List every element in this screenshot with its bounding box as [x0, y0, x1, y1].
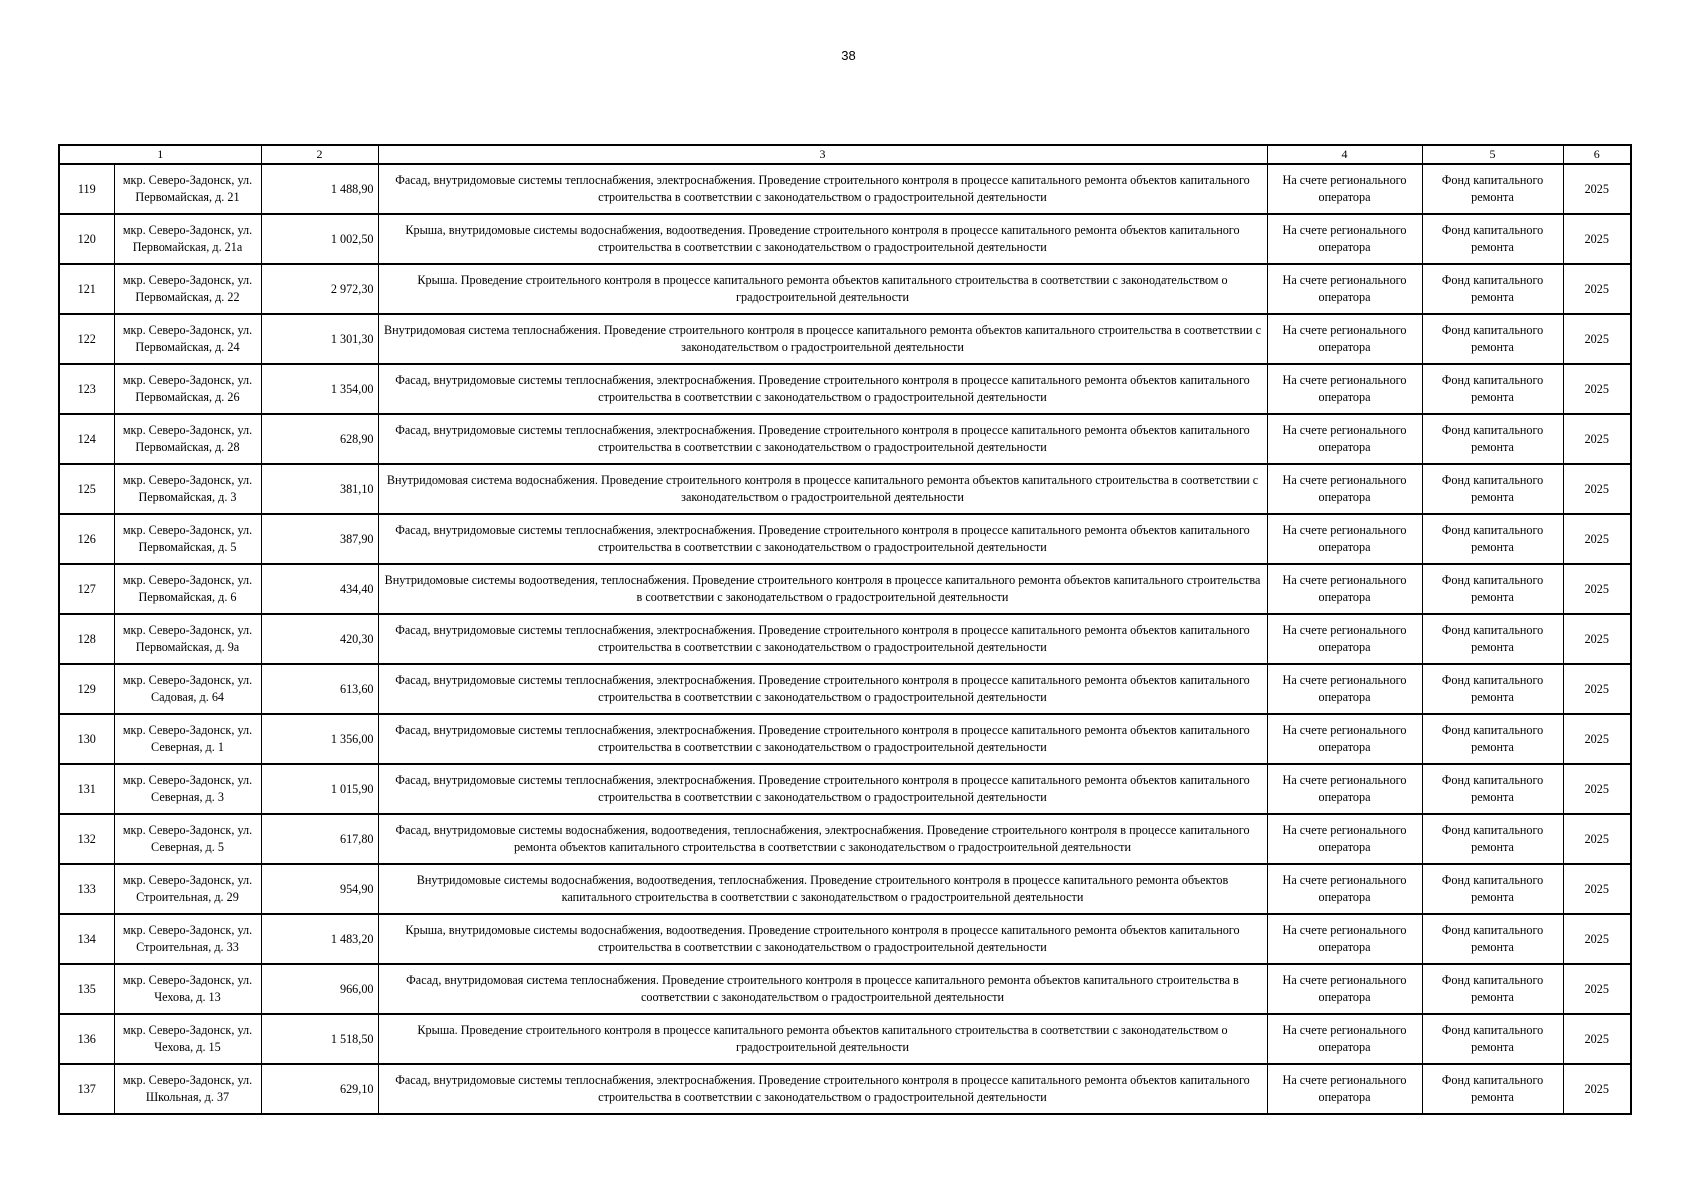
works-description-cell: Внутридомовые системы водоотведения, теплоснабжения. Проведение строительного контроля в процессе капитального ремонта объектов капитального строительства в соответствии с законодательством о градостроительной деятельности — [378, 564, 1267, 614]
row-number-cell: 126 — [59, 514, 114, 564]
works-description-cell: Фасад, внутридомовые системы теплоснабжения, электроснабжения. Проведение строительного контроля в процессе капитального ремонта объектов капитального строительства в соответствии с законодательством о градостроительной деятельности — [378, 514, 1267, 564]
table-row — [59, 214, 1631, 264]
works-description-cell: Фасад, внутридомовые системы теплоснабжения, электроснабжения. Проведение строительного контроля в процессе капитального ремонта объектов капитального строительства в соответствии с законодательством о градостроительной деятельности — [378, 664, 1267, 714]
row-number-cell: 125 — [59, 464, 114, 514]
funding-source-cell: Фонд капитального ремонта — [1422, 314, 1563, 364]
header-cell-3: 3 — [378, 145, 1267, 164]
address-cell: мкр. Северо-Задонск, ул. Первомайская, д. 21 — [114, 164, 261, 214]
year-cell: 2025 — [1563, 364, 1631, 414]
area-cell: 434,40 — [261, 564, 378, 614]
works-description-cell: Фасад, внутридомовые системы теплоснабжения, электроснабжения. Проведение строительного контроля в процессе капитального ремонта объектов капитального строительства в соответствии с законодательством о градостроительной деятельности — [378, 764, 1267, 814]
table-row — [59, 1064, 1631, 1114]
funding-source-cell: Фонд капитального ремонта — [1422, 914, 1563, 964]
table-row — [59, 764, 1631, 814]
table-row — [59, 364, 1631, 414]
area-cell: 1 354,00 — [261, 364, 378, 414]
funding-source-cell: Фонд капитального ремонта — [1422, 214, 1563, 264]
address-cell: мкр. Северо-Задонск, ул. Чехова, д. 13 — [114, 964, 261, 1014]
account-method-cell: На счете регионального оператора — [1267, 664, 1422, 714]
funding-source-cell: Фонд капитального ремонта — [1422, 964, 1563, 1014]
account-method-cell: На счете регионального оператора — [1267, 814, 1422, 864]
address-cell: мкр. Северо-Задонск, ул. Чехова, д. 15 — [114, 1014, 261, 1064]
year-cell: 2025 — [1563, 864, 1631, 914]
works-description-cell: Фасад, внутридомовые системы теплоснабжения, электроснабжения. Проведение строительного контроля в процессе капитального ремонта объектов капитального строительства в соответствии с законодательством о градостроительной деятельности — [378, 164, 1267, 214]
funding-source-cell: Фонд капитального ремонта — [1422, 1064, 1563, 1114]
year-cell: 2025 — [1563, 514, 1631, 564]
area-cell: 1 356,00 — [261, 714, 378, 764]
area-cell: 2 972,30 — [261, 264, 378, 314]
address-cell: мкр. Северо-Задонск, ул. Северная, д. 3 — [114, 764, 261, 814]
table-row — [59, 464, 1631, 514]
area-cell: 954,90 — [261, 864, 378, 914]
funding-source-cell: Фонд капитального ремонта — [1422, 864, 1563, 914]
address-cell: мкр. Северо-Задонск, ул. Первомайская, д. 22 — [114, 264, 261, 314]
row-number-cell: 137 — [59, 1064, 114, 1114]
table-row — [59, 964, 1631, 1014]
area-cell: 1 488,90 — [261, 164, 378, 214]
header-cell-4: 4 — [1267, 145, 1422, 164]
row-number-cell: 121 — [59, 264, 114, 314]
account-method-cell: На счете регионального оператора — [1267, 964, 1422, 1014]
account-method-cell: На счете регионального оператора — [1267, 564, 1422, 614]
area-cell: 629,10 — [261, 1064, 378, 1114]
funding-source-cell: Фонд капитального ремонта — [1422, 264, 1563, 314]
address-cell: мкр. Северо-Задонск, ул. Первомайская, д. 6 — [114, 564, 261, 614]
works-description-cell: Фасад, внутридомовые системы водоснабжения, водоотведения, теплоснабжения, электроснабжения. Проведение строительного контроля в процессе капитального ремонта объектов капитального строительства в соответствии с законодательством о градостроительной деятельности — [378, 814, 1267, 864]
area-cell: 966,00 — [261, 964, 378, 1014]
funding-source-cell: Фонд капитального ремонта — [1422, 514, 1563, 564]
year-cell: 2025 — [1563, 964, 1631, 1014]
address-cell: мкр. Северо-Задонск, ул. Садовая, д. 64 — [114, 664, 261, 714]
account-method-cell: На счете регионального оператора — [1267, 514, 1422, 564]
row-number-cell: 123 — [59, 364, 114, 414]
row-number-cell: 135 — [59, 964, 114, 1014]
works-description-cell: Фасад, внутридомовые системы теплоснабжения, электроснабжения. Проведение строительного контроля в процессе капитального ремонта объектов капитального строительства в соответствии с законодательством о градостроительной деятельности — [378, 1064, 1267, 1114]
funding-source-cell: Фонд капитального ремонта — [1422, 464, 1563, 514]
row-number-cell: 119 — [59, 164, 114, 214]
year-cell: 2025 — [1563, 264, 1631, 314]
funding-source-cell: Фонд капитального ремонта — [1422, 614, 1563, 664]
area-cell: 613,60 — [261, 664, 378, 714]
address-cell: мкр. Северо-Задонск, ул. Первомайская, д. 9а — [114, 614, 261, 664]
row-number-cell: 120 — [59, 214, 114, 264]
area-cell: 1 301,30 — [261, 314, 378, 364]
account-method-cell: На счете регионального оператора — [1267, 214, 1422, 264]
header-cell-1: 1 — [59, 145, 261, 164]
row-number-cell: 132 — [59, 814, 114, 864]
area-cell: 381,10 — [261, 464, 378, 514]
works-description-cell: Фасад, внутридомовые системы теплоснабжения, электроснабжения. Проведение строительного контроля в процессе капитального ремонта объектов капитального строительства в соответствии с законодательством о градостроительной деятельности — [378, 614, 1267, 664]
row-number-cell: 127 — [59, 564, 114, 614]
table-row — [59, 414, 1631, 464]
row-number-cell: 131 — [59, 764, 114, 814]
table-header-row — [59, 145, 1631, 164]
account-method-cell: На счете регионального оператора — [1267, 764, 1422, 814]
works-description-cell: Внутридомовые системы водоснабжения, водоотведения, теплоснабжения. Проведение строительного контроля в процессе капитального ремонта объектов капитального строительства в соответствии с законодательством о градостроительной деятельности — [378, 864, 1267, 914]
address-cell: мкр. Северо-Задонск, ул. Первомайская, д. 3 — [114, 464, 261, 514]
year-cell: 2025 — [1563, 664, 1631, 714]
area-cell: 387,90 — [261, 514, 378, 564]
row-number-cell: 129 — [59, 664, 114, 714]
table-row — [59, 614, 1631, 664]
year-cell: 2025 — [1563, 314, 1631, 364]
works-description-cell: Фасад, внутридомовые системы теплоснабжения, электроснабжения. Проведение строительного контроля в процессе капитального ремонта объектов капитального строительства в соответствии с законодательством о градостроительной деятельности — [378, 414, 1267, 464]
works-description-cell: Фасад, внутридомовые системы теплоснабжения, электроснабжения. Проведение строительного контроля в процессе капитального ремонта объектов капитального строительства в соответствии с законодательством о градостроительной деятельности — [378, 364, 1267, 414]
row-number-cell: 130 — [59, 714, 114, 764]
funding-source-cell: Фонд капитального ремонта — [1422, 814, 1563, 864]
account-method-cell: На счете регионального оператора — [1267, 264, 1422, 314]
row-number-cell: 136 — [59, 1014, 114, 1064]
funding-source-cell: Фонд капитального ремонта — [1422, 714, 1563, 764]
table-row — [59, 164, 1631, 214]
table-row — [59, 1014, 1631, 1064]
works-description-cell: Внутридомовая система теплоснабжения. Проведение строительного контроля в процессе капитального ремонта объектов капитального строительства в соответствии с законодательством о градостроительной деятельности — [378, 314, 1267, 364]
row-number-cell: 122 — [59, 314, 114, 364]
address-cell: мкр. Северо-Задонск, ул. Строительная, д. 33 — [114, 914, 261, 964]
header-cell-5: 5 — [1422, 145, 1563, 164]
area-cell: 1 518,50 — [261, 1014, 378, 1064]
table-body — [59, 164, 1631, 1114]
account-method-cell: На счете регионального оператора — [1267, 1064, 1422, 1114]
area-cell: 628,90 — [261, 414, 378, 464]
year-cell: 2025 — [1563, 214, 1631, 264]
account-method-cell: На счете регионального оператора — [1267, 714, 1422, 764]
table-row — [59, 514, 1631, 564]
works-description-cell: Фасад, внутридомовые системы теплоснабжения, электроснабжения. Проведение строительного контроля в процессе капитального ремонта объектов капитального строительства в соответствии с законодательством о градостроительной деятельности — [378, 714, 1267, 764]
works-description-cell: Крыша. Проведение строительного контроля в процессе капитального ремонта объектов капитального строительства в соответствии с законодательством о градостроительной деятельности — [378, 1014, 1267, 1064]
area-cell: 420,30 — [261, 614, 378, 664]
works-description-cell: Фасад, внутридомовая система теплоснабжения. Проведение строительного контроля в процессе капитального ремонта объектов капитального строительства в соответствии с законодательством о градостроительной деятельности — [378, 964, 1267, 1014]
year-cell: 2025 — [1563, 614, 1631, 664]
funding-source-cell: Фонд капитального ремонта — [1422, 364, 1563, 414]
page-number: 38 — [841, 48, 856, 63]
funding-source-cell: Фонд капитального ремонта — [1422, 1014, 1563, 1064]
year-cell: 2025 — [1563, 714, 1631, 764]
works-description-cell: Крыша, внутридомовые системы водоснабжения, водоотведения. Проведение строительного контроля в процессе капитального ремонта объектов капитального строительства в соответствии с законодательством о градостроительной деятельности — [378, 214, 1267, 264]
account-method-cell: На счете регионального оператора — [1267, 464, 1422, 514]
account-method-cell: На счете регионального оператора — [1267, 414, 1422, 464]
row-number-cell: 128 — [59, 614, 114, 664]
funding-source-cell: Фонд капитального ремонта — [1422, 664, 1563, 714]
address-cell: мкр. Северо-Задонск, ул. Первомайская, д. 26 — [114, 364, 261, 414]
area-cell: 1 002,50 — [261, 214, 378, 264]
works-description-cell: Крыша, внутридомовые системы водоснабжения, водоотведения. Проведение строительного контроля в процессе капитального ремонта объектов капитального строительства в соответствии с законодательством о градостроительной деятельности — [378, 914, 1267, 964]
address-cell: мкр. Северо-Задонск, ул. Строительная, д. 29 — [114, 864, 261, 914]
funding-source-cell: Фонд капитального ремонта — [1422, 764, 1563, 814]
table-row — [59, 864, 1631, 914]
capital-repair-table — [58, 144, 1632, 1115]
year-cell: 2025 — [1563, 914, 1631, 964]
year-cell: 2025 — [1563, 764, 1631, 814]
address-cell: мкр. Северо-Задонск, ул. Первомайская, д. 5 — [114, 514, 261, 564]
year-cell: 2025 — [1563, 164, 1631, 214]
area-cell: 1 015,90 — [261, 764, 378, 814]
year-cell: 2025 — [1563, 414, 1631, 464]
address-cell: мкр. Северо-Задонск, ул. Северная, д. 5 — [114, 814, 261, 864]
account-method-cell: На счете регионального оператора — [1267, 164, 1422, 214]
account-method-cell: На счете регионального оператора — [1267, 864, 1422, 914]
works-description-cell: Крыша. Проведение строительного контроля в процессе капитального ремонта объектов капитального строительства в соответствии с законодательством о градостроительной деятельности — [378, 264, 1267, 314]
table-row — [59, 714, 1631, 764]
account-method-cell: На счете регионального оператора — [1267, 314, 1422, 364]
address-cell: мкр. Северо-Задонск, ул. Первомайская, д. 28 — [114, 414, 261, 464]
area-cell: 1 483,20 — [261, 914, 378, 964]
row-number-cell: 134 — [59, 914, 114, 964]
address-cell: мкр. Северо-Задонск, ул. Школьная, д. 37 — [114, 1064, 261, 1114]
address-cell: мкр. Северо-Задонск, ул. Первомайская, д. 24 — [114, 314, 261, 364]
year-cell: 2025 — [1563, 564, 1631, 614]
address-cell: мкр. Северо-Задонск, ул. Первомайская, д. 21а — [114, 214, 261, 264]
funding-source-cell: Фонд капитального ремонта — [1422, 414, 1563, 464]
account-method-cell: На счете регионального оператора — [1267, 364, 1422, 414]
area-cell: 617,80 — [261, 814, 378, 864]
account-method-cell: На счете регионального оператора — [1267, 914, 1422, 964]
table-row — [59, 264, 1631, 314]
table-row — [59, 564, 1631, 614]
table-row — [59, 314, 1631, 364]
row-number-cell: 133 — [59, 864, 114, 914]
year-cell: 2025 — [1563, 1014, 1631, 1064]
table-row — [59, 814, 1631, 864]
header-cell-2: 2 — [261, 145, 378, 164]
account-method-cell: На счете регионального оператора — [1267, 614, 1422, 664]
address-cell: мкр. Северо-Задонск, ул. Северная, д. 1 — [114, 714, 261, 764]
funding-source-cell: Фонд капитального ремонта — [1422, 564, 1563, 614]
works-description-cell: Внутридомовая система водоснабжения. Проведение строительного контроля в процессе капитального ремонта объектов капитального строительства в соответствии с законодательством о градостроительной деятельности — [378, 464, 1267, 514]
table-row — [59, 914, 1631, 964]
header-cell-6: 6 — [1563, 145, 1631, 164]
funding-source-cell: Фонд капитального ремонта — [1422, 164, 1563, 214]
year-cell: 2025 — [1563, 464, 1631, 514]
row-number-cell: 124 — [59, 414, 114, 464]
year-cell: 2025 — [1563, 814, 1631, 864]
account-method-cell: На счете регионального оператора — [1267, 1014, 1422, 1064]
year-cell: 2025 — [1563, 1064, 1631, 1114]
table-row — [59, 664, 1631, 714]
